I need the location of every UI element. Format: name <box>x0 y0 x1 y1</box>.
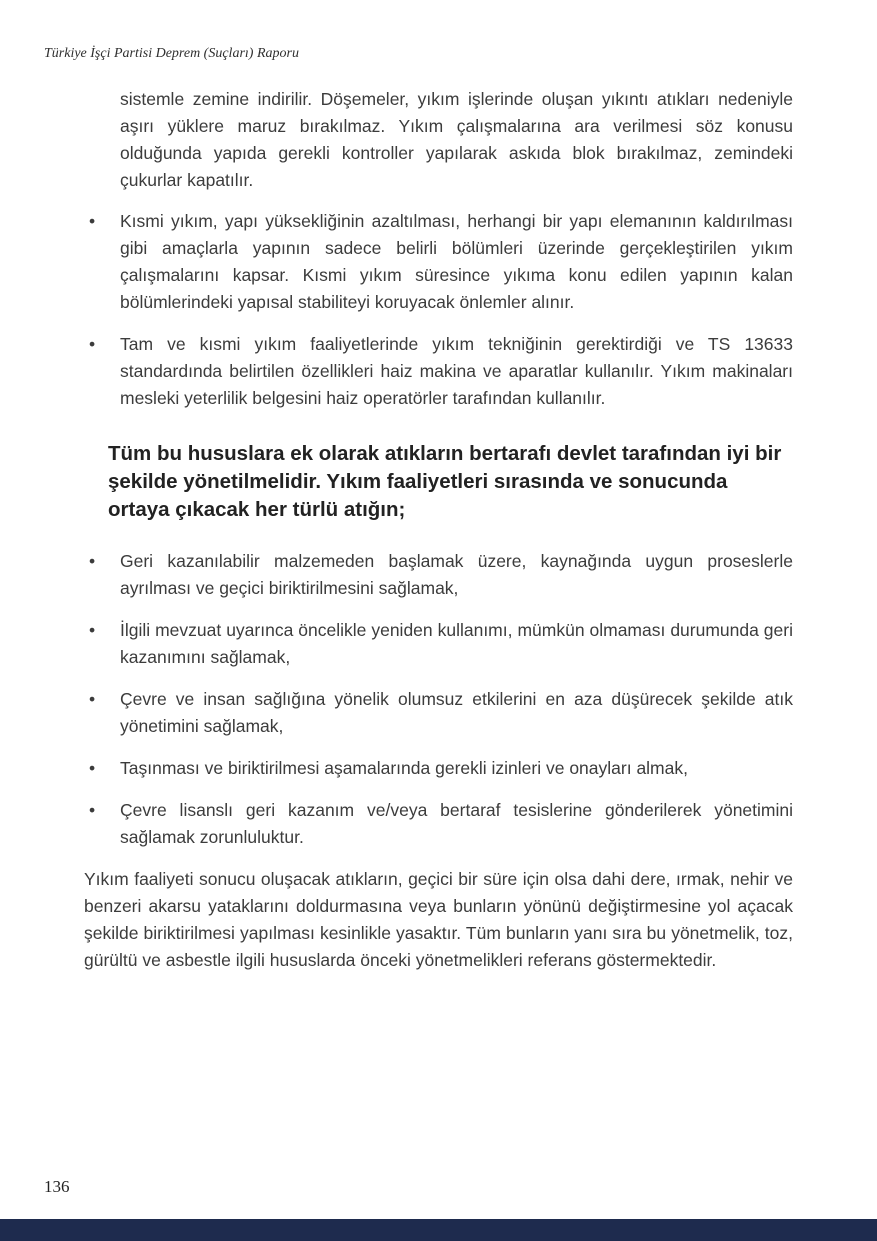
bullet-list-top <box>84 208 793 412</box>
bullet-marker: • <box>89 334 96 354</box>
closing-paragraph: Yıkım faaliyeti sonucu oluşacak atıkların, geçici bir süre için olsa dahi dere, ırmak, nehir ve benzeri akarsu yataklarını doldurmasına veya bunların yönünü değiştirmesine yol açacak şekilde biriktirilmesi yapılması kesinlikle yasaktır. Tüm bunların yanı sıra bu yönetmelik, toz, gürültü ve asbestle ilgili hususlarda önceki yönetmelikleri referans göstermektedir. <box>84 869 793 970</box>
running-header: Türkiye İşçi Partisi Deprem (Suçları) Raporu <box>44 46 299 61</box>
bullet-text: Tam ve kısmi yıkım faaliyetlerinde yıkım tekniğinin gerektirdiği ve TS 13633 standardında belirtilen özellikleri haiz makina ve aparatlar kullanılır. Yıkım makinaları mesleki yeterlilik belgesini haiz operatörler tarafından kullanılır. <box>120 334 793 408</box>
bullet-text: Çevre lisanslı geri kazanım ve/veya bertaraf tesislerine gönderilerek yönetimini sağlamak zorunluluktur. <box>120 800 793 847</box>
bullet-marker: • <box>89 689 96 709</box>
page-content <box>84 86 793 988</box>
bullet-marker: • <box>89 551 96 571</box>
bullet-item <box>84 617 793 671</box>
footer-bar <box>0 1219 877 1241</box>
bullet-text: Geri kazanılabilir malzemeden başlamak üzere, kaynağında uygun proseslerle ayrılması ve geçici biriktirilmesini sağlamak, <box>120 551 793 598</box>
bullet-item <box>84 755 793 782</box>
paragraph-continuation: sistemle zemine indirilir. Döşemeler, yıkım işlerinde oluşan yıkıntı atıkları nedeniyle aşırı yüklere maruz bırakılmaz. Yıkım çalışmalarına ara verilmesi söz konusu olduğunda yapıda gerekli kontroller yapılarak askıda blok bırakılmaz, zemindeki çukurlar kapatılır. <box>120 89 793 190</box>
page-number: 136 <box>44 1177 70 1196</box>
bullet-text: Kısmi yıkım, yapı yüksekliğinin azaltılması, herhangi bir yapı elemanının kaldırılması gibi amaçlarla yapının sadece belirli bölümleri üzerinde gerçekleştirilen yıkım çalışmalarını kapsar. Kısmi yıkım süresince yıkıma konu edilen yapının kalan bölümlerindeki yapısal stabiliteyi koruyacak önlemler alınır. <box>120 211 793 312</box>
bullet-text: Çevre ve insan sağlığına yönelik olumsuz etkilerini en aza düşürecek şekilde atık yönetimini sağlamak, <box>120 689 793 736</box>
section-heading: Tüm bu hususlara ek olarak atıkların bertarafı devlet tarafından iyi bir şekilde yönetilmelidir. Yıkım faaliyetleri sırasında ve sonucunda ortaya çıkacak her türlü atığın; <box>108 442 782 521</box>
bullet-text: İlgili mevzuat uyarınca öncelikle yeniden kullanımı, mümkün olmaması durumunda geri kazanımını sağlamak, <box>120 620 793 667</box>
bullet-item <box>84 208 793 316</box>
bullet-item <box>84 686 793 740</box>
bullet-marker: • <box>89 211 96 231</box>
bullet-item <box>84 548 793 602</box>
bullet-item <box>84 331 793 412</box>
bullet-text: Taşınması ve biriktirilmesi aşamalarında gerekli izinleri ve onayları almak, <box>120 758 688 778</box>
bullet-item <box>84 797 793 851</box>
bullet-list-bottom <box>84 548 793 851</box>
bullet-marker: • <box>89 800 96 820</box>
bullet-marker: • <box>89 620 96 640</box>
bullet-marker: • <box>89 758 96 778</box>
